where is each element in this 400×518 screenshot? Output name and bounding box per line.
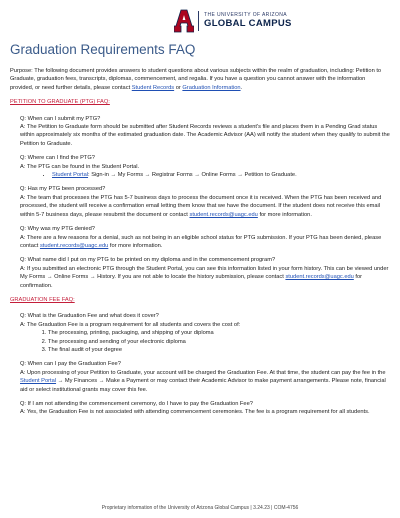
purpose-text: Purpose: The following document provides answers to student questions about various subjects within the realm of graduation, including: Petition to Graduate, graduation fees, transcripts, diplomas, commencement, and regalia. If you have a question you cannot answer with the information provided, or need further details, please contact [10, 68, 382, 91]
faq-item [20, 312, 390, 354]
logo-wordmark [204, 13, 292, 29]
answer-text: A: The team that processes the PTG has 5-7 business days to process the document once it is received. When the PTG has been received and processed, the student will receive a confirmation email letting them know that we have the document. If the student does not receive this email within 5-7 business days, please resubmit the document or contact [20, 194, 382, 218]
faq-item [20, 115, 390, 149]
fee-section-heading: GRADUATION FEE FAQ: [10, 296, 75, 303]
ptg-faq [10, 115, 390, 290]
answer-text: A: There are a few reasons for a denial, such as not being in an eligible school status for PTG submission. If your PTG has been denied, please contact [20, 234, 382, 249]
faq-question: Q: Has my PTG been processed? [20, 186, 106, 193]
faq-item [20, 225, 390, 250]
student-portal-link[interactable]: Student Portal [20, 378, 57, 385]
faq-item [20, 400, 390, 417]
student-records-email-link[interactable]: student.records@uagc.edu [189, 211, 258, 218]
faq-answer: A: The PTG can be found in the Student Portal. [20, 163, 140, 170]
logo-divider [198, 11, 199, 31]
fee-faq [10, 312, 390, 416]
faq-item [20, 154, 390, 179]
faq-question: Q: Where can I find the PTG? [20, 155, 95, 162]
student-records-email-link[interactable]: student.records@uagc.edu [285, 274, 354, 281]
faq-answer [20, 234, 390, 251]
faq-answer [20, 369, 390, 394]
document-body [10, 67, 390, 423]
university-logo [174, 9, 292, 33]
answer-end: for more information. [108, 242, 163, 249]
answer-end: → My Finances → Make a Payment or may contact their Academic Advisor to make payment arrangements. Please note, financial aid or select institutional grants may cover this fee. [20, 378, 386, 393]
logo-university-name: THE UNIVERSITY OF ARIZONA [204, 12, 287, 19]
arizona-a-logo-icon [174, 9, 194, 33]
faq-question: Q: When can I pay the Graduation Fee? [20, 361, 121, 368]
student-records-link[interactable]: Student Records [131, 84, 175, 91]
list-item: 2. The processing and sending of your electronic diploma [48, 338, 390, 346]
bullet-list [20, 171, 390, 179]
faq-question: Q: Why was my PTG denied? [20, 226, 95, 233]
list-item: 1. The processing, printing, packaging, and shipping of your diploma [48, 329, 390, 337]
faq-answer [20, 194, 390, 219]
faq-answer [20, 265, 390, 290]
faq-question: Q: What is the Graduation Fee and what does it cover? [20, 313, 159, 320]
student-records-email-link[interactable]: student.records@uagc.edu [39, 242, 109, 249]
faq-answer: A: The Petition to Graduate form should be submitted after Student Records reviews a student's file and places them in a Pending Grad status within approximately six months of the estimated graduation date. The Academic Advisor (AA) will notify the student when they qualify to submit the Petition to Graduate. [20, 124, 390, 147]
answer-end: for more information. [257, 211, 312, 218]
answer-text: A: If you submitted an electronic PTG through the Student Portal, you can see this information listed in your form history. This can be viewed under My Forms → Online Forms → History. If you are not able to locate the history submission, please contact [20, 265, 389, 281]
faq-answer: A: Yes, the Graduation Fee is not associated with attending commencement ceremonies. The fee is a program requirement for all students. [20, 409, 370, 416]
faq-question: Q: When can I submit my PTG? [20, 115, 101, 122]
graduation-information-link[interactable]: Graduation Information [182, 84, 241, 91]
answer-end: for confirmation. [20, 274, 363, 289]
page-footer: Proprietary information of the University of Arizona Global Campus | 3.24.23 | COM-4756 [101, 505, 299, 511]
fee-coverage-list [20, 329, 390, 354]
portal-path-text: : Sign-in → My Forms → Registrar Forms → Online Forms → Petition to Graduate. [88, 172, 297, 179]
faq-question: Q: If I am not attending the commencement ceremony, do I have to pay the Graduation Fee? [20, 401, 253, 407]
list-item: 3. The final audit of your degree [48, 346, 390, 354]
purpose-end: . [240, 84, 243, 91]
logo-campus-name: GLOBAL CAMPUS [204, 18, 292, 30]
faq-item [20, 256, 390, 290]
faq-answer: A: The Graduation Fee is a program requirement for all students and covers the cost of: [20, 321, 241, 328]
answer-text: A: Upon processing of your Petition to Graduate, your account will be charged the Graduation Fee. At that time, the student can pay the fee in the [20, 369, 386, 376]
faq-item [20, 360, 390, 394]
faq-item [20, 185, 390, 219]
faq-question: Q: What name did I put on my PTG to be printed on my diploma and in the commencement program? [20, 257, 276, 264]
ptg-section-heading: PETITION TO GRADUATE (PTG) FAQ: [10, 99, 110, 106]
purpose-paragraph [10, 67, 390, 92]
student-portal-link[interactable]: Student Portal [52, 172, 89, 179]
page-title: Graduation Requirements FAQ [10, 42, 196, 57]
list-item [52, 171, 390, 179]
purpose-or: or [175, 84, 181, 91]
